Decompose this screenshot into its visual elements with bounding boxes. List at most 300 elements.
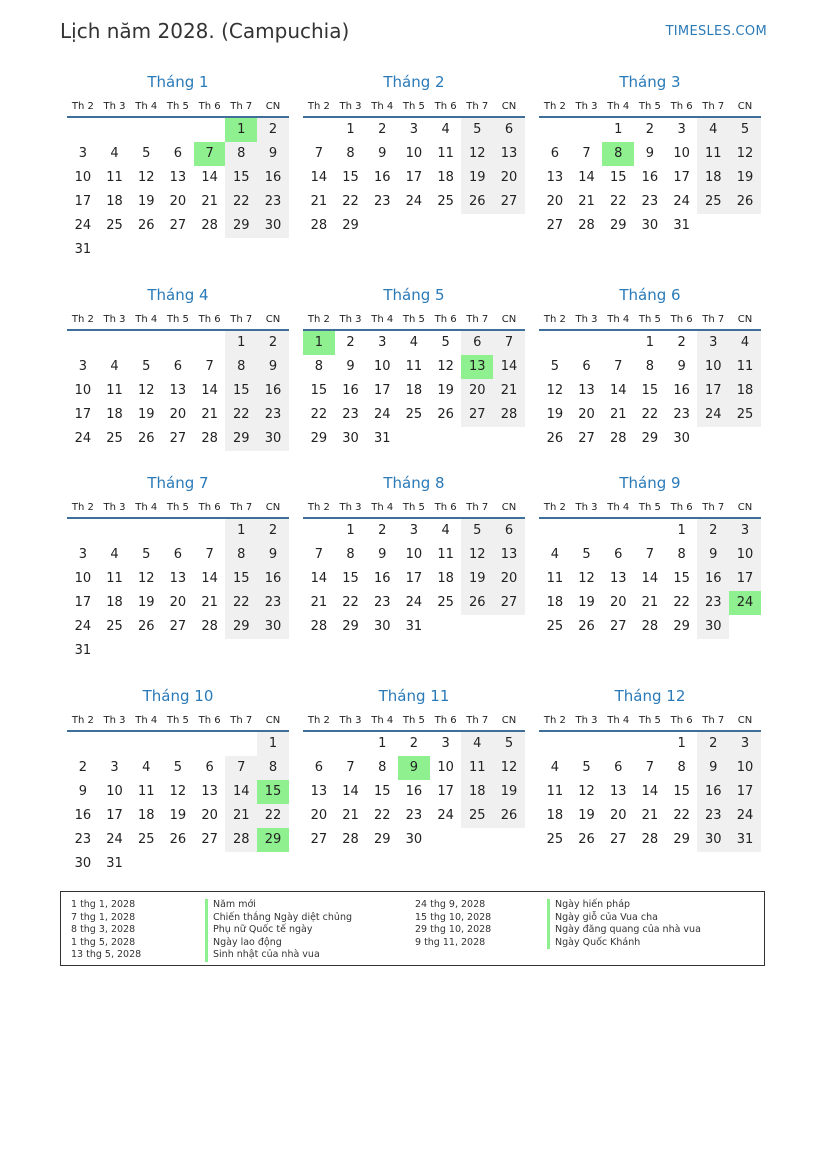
week-row	[67, 756, 289, 780]
day-cell: 22	[609, 194, 627, 209]
week-row	[303, 732, 525, 756]
weekday-header: Th 3	[103, 313, 126, 325]
day-cell: 14	[609, 383, 627, 398]
day-cell: 28	[641, 619, 659, 634]
day-cell: 30	[673, 431, 690, 446]
day-cell: 14	[493, 355, 525, 379]
day-cell: 15	[225, 166, 257, 190]
empty-day-cell	[99, 519, 131, 543]
day-cell: 28	[201, 431, 218, 446]
empty-day-cell	[571, 331, 603, 355]
day-cell: 20	[493, 567, 525, 591]
weekday-header: Th 4	[371, 313, 394, 325]
weekday-header: Th 5	[402, 714, 425, 726]
day-cell: 15	[342, 571, 359, 586]
week-row	[67, 543, 289, 567]
day-cell: 17	[697, 379, 729, 403]
weekday-header: Th 4	[371, 100, 394, 112]
weekday-header: Th 7	[466, 714, 489, 726]
weekday-header: Th 4	[135, 501, 158, 513]
weekday-header: Th 2	[71, 313, 94, 325]
day-cell: 30	[257, 214, 289, 238]
weekday-header: CN	[501, 313, 517, 325]
holiday-legend	[60, 891, 765, 966]
day-cell: 13	[493, 142, 525, 166]
day-cell: 6	[173, 359, 183, 374]
day-cell: 27	[609, 832, 627, 847]
day-cell: 29	[257, 828, 289, 852]
week-row	[539, 567, 761, 591]
day-cell: 8	[602, 142, 634, 166]
day-cell: 17	[74, 194, 92, 209]
day-cell: 30	[373, 619, 391, 634]
weekday-header: Th 5	[166, 100, 189, 112]
day-cell: 21	[201, 407, 218, 422]
day-cell: 27	[461, 403, 493, 427]
empty-day-cell	[697, 427, 729, 451]
day-cell: 1	[257, 732, 289, 756]
site-link[interactable]: TIMESLES.COM	[665, 24, 767, 39]
empty-day-cell	[539, 331, 571, 355]
month-block	[303, 285, 525, 451]
day-cell: 14	[225, 780, 257, 804]
day-cell: 25	[106, 619, 123, 634]
day-cell: 29	[225, 427, 257, 451]
day-cell: 25	[106, 218, 123, 233]
empty-day-cell	[257, 639, 289, 663]
weekday-header-row	[67, 96, 289, 118]
weekday-header: CN	[265, 313, 281, 325]
week-row	[303, 355, 525, 379]
month-title: Tháng 9	[619, 474, 681, 492]
day-cell: 12	[578, 571, 595, 586]
day-cell: 13	[310, 784, 328, 799]
day-cell: 5	[493, 732, 525, 756]
day-cell: 27	[310, 832, 328, 847]
day-cell: 28	[641, 832, 659, 847]
weekday-header-row	[539, 710, 761, 732]
day-cell: 30	[257, 615, 289, 639]
month-block	[67, 72, 289, 262]
day-cell: 17	[729, 780, 761, 804]
weekday-header: Th 5	[166, 714, 189, 726]
day-cell: 23	[74, 832, 92, 847]
day-cell: 29	[225, 214, 257, 238]
day-cell: 4	[441, 122, 450, 137]
day-cell: 20	[201, 808, 218, 823]
day-cell: 24	[729, 591, 761, 615]
legend-right-names	[547, 899, 701, 949]
empty-day-cell	[67, 519, 99, 543]
weekday-header: Th 2	[71, 714, 94, 726]
weekday-header-row	[67, 309, 289, 331]
day-cell: 18	[106, 407, 123, 422]
day-cell: 20	[578, 407, 595, 422]
week-row	[303, 519, 525, 543]
weekday-header-row	[303, 96, 525, 118]
weekday-header: Th 2	[543, 714, 566, 726]
day-cell: 30	[342, 431, 359, 446]
day-cell: 1	[614, 122, 623, 137]
day-cell: 30	[257, 427, 289, 451]
day-cell: 4	[550, 760, 559, 775]
legend-left-names	[205, 899, 352, 962]
day-cell: 28	[609, 431, 627, 446]
month-title: Tháng 5	[383, 286, 445, 304]
day-cell: 12	[169, 784, 187, 799]
day-cell: 20	[310, 808, 328, 823]
weekday-header: CN	[501, 501, 517, 513]
day-cell: 27	[493, 591, 525, 615]
weekday-header: Th 7	[702, 313, 725, 325]
empty-day-cell	[194, 118, 226, 142]
empty-day-cell	[257, 238, 289, 262]
empty-day-cell	[634, 519, 666, 543]
day-cell: 16	[697, 567, 729, 591]
day-cell: 9	[257, 543, 289, 567]
day-cell: 16	[257, 379, 289, 403]
day-cell: 26	[546, 431, 564, 446]
legend-left-dates	[71, 899, 141, 962]
week-row	[303, 118, 525, 142]
day-cell: 10	[729, 756, 761, 780]
day-cell: 14	[201, 571, 218, 586]
month-block	[539, 473, 761, 639]
day-cell: 27	[169, 431, 187, 446]
day-cell: 29	[225, 615, 257, 639]
day-cell: 25	[106, 431, 123, 446]
day-cell: 12	[729, 142, 761, 166]
day-cell: 3	[729, 732, 761, 756]
weekday-header: Th 6	[198, 714, 221, 726]
weekday-header: Th 4	[135, 313, 158, 325]
empty-day-cell	[493, 615, 525, 639]
empty-day-cell	[67, 732, 99, 756]
day-cell: 2	[677, 335, 686, 350]
day-cell: 15	[673, 571, 690, 586]
weekday-header: Th 6	[670, 100, 693, 112]
week-row	[539, 543, 761, 567]
day-cell: 29	[673, 832, 690, 847]
week-row	[539, 732, 761, 756]
day-cell: 1	[346, 523, 355, 538]
day-cell: 29	[673, 619, 690, 634]
legend-date: 8 thg 3, 2028	[71, 924, 136, 935]
week-row	[539, 756, 761, 780]
weekday-header: Th 3	[575, 714, 598, 726]
empty-day-cell	[493, 214, 525, 238]
empty-day-cell	[729, 427, 761, 451]
empty-day-cell	[130, 852, 162, 876]
empty-day-cell	[194, 639, 226, 663]
day-cell: 11	[546, 784, 564, 799]
day-cell: 29	[342, 218, 359, 233]
week-row	[67, 591, 289, 615]
empty-day-cell	[67, 118, 99, 142]
week-row	[539, 190, 761, 214]
week-row	[67, 118, 289, 142]
day-cell: 23	[373, 595, 391, 610]
empty-day-cell	[430, 828, 462, 852]
day-cell: 7	[194, 142, 226, 166]
week-row	[303, 591, 525, 615]
day-cell: 22	[225, 190, 257, 214]
month-block	[303, 72, 525, 238]
empty-day-cell	[225, 732, 257, 756]
day-cell: 15	[257, 780, 289, 804]
day-cell: 22	[342, 595, 359, 610]
day-cell: 27	[169, 218, 187, 233]
legend-date: 7 thg 1, 2028	[71, 911, 136, 923]
day-cell: 10	[74, 571, 92, 586]
day-cell: 4	[550, 547, 559, 562]
day-cell: 2	[257, 331, 289, 355]
month-block	[539, 72, 761, 238]
day-cell: 18	[697, 166, 729, 190]
day-cell: 7	[614, 359, 623, 374]
day-cell: 21	[310, 595, 328, 610]
empty-day-cell	[461, 615, 493, 639]
day-cell: 24	[373, 407, 391, 422]
day-cell: 22	[225, 591, 257, 615]
day-cell: 23	[373, 194, 391, 209]
empty-day-cell	[257, 852, 289, 876]
day-cell: 21	[641, 595, 659, 610]
day-cell: 15	[373, 784, 391, 799]
day-cell: 1	[346, 122, 355, 137]
day-cell: 16	[405, 784, 423, 799]
week-row	[539, 427, 761, 451]
day-cell: 4	[409, 335, 419, 350]
day-cell: 11	[546, 571, 564, 586]
day-cell: 10	[74, 383, 92, 398]
week-row	[67, 804, 289, 828]
weekday-header: Th 4	[607, 313, 630, 325]
month-block	[67, 285, 289, 451]
week-row	[539, 828, 761, 852]
empty-day-cell	[539, 732, 571, 756]
day-cell: 17	[405, 571, 423, 586]
day-cell: 3	[441, 736, 450, 751]
day-cell: 23	[697, 804, 729, 828]
day-cell: 28	[493, 403, 525, 427]
day-cell: 19	[169, 808, 187, 823]
day-cell: 28	[201, 218, 218, 233]
day-cell: 24	[106, 832, 123, 847]
day-cell: 28	[225, 828, 257, 852]
day-cell: 17	[74, 595, 92, 610]
day-cell: 7	[645, 760, 655, 775]
day-cell: 7	[493, 331, 525, 355]
weekday-header: Th 5	[402, 501, 425, 513]
day-cell: 25	[729, 403, 761, 427]
day-cell: 16	[373, 170, 391, 185]
day-cell: 29	[373, 832, 391, 847]
day-cell: 24	[74, 218, 92, 233]
day-cell: 25	[546, 619, 564, 634]
day-cell: 11	[106, 571, 123, 586]
empty-day-cell	[430, 427, 462, 451]
weekday-header: Th 3	[339, 100, 362, 112]
day-cell: 21	[493, 379, 525, 403]
day-cell: 4	[697, 118, 729, 142]
weekday-header: CN	[265, 714, 281, 726]
day-cell: 5	[550, 359, 559, 374]
empty-day-cell	[335, 732, 367, 756]
day-cell: 12	[137, 571, 155, 586]
weekday-header: Th 6	[434, 501, 457, 513]
day-cell: 31	[373, 431, 391, 446]
day-cell: 18	[106, 194, 123, 209]
weekday-header: Th 5	[638, 714, 661, 726]
day-cell: 1	[378, 736, 387, 751]
day-cell: 16	[697, 780, 729, 804]
week-row	[67, 427, 289, 451]
day-cell: 21	[578, 194, 595, 209]
day-cell: 22	[310, 407, 328, 422]
weekday-header: Th 7	[230, 100, 253, 112]
day-cell: 18	[546, 595, 564, 610]
day-cell: 8	[225, 142, 257, 166]
weekday-header: Th 4	[607, 501, 630, 513]
day-cell: 20	[169, 595, 187, 610]
day-cell: 18	[729, 379, 761, 403]
weekday-header: Th 6	[434, 313, 457, 325]
day-cell: 3	[409, 122, 419, 137]
day-cell: 11	[697, 142, 729, 166]
weekday-header: Th 3	[339, 714, 362, 726]
day-cell: 1	[677, 736, 686, 751]
weekday-header: Th 3	[103, 100, 126, 112]
day-cell: 6	[173, 547, 183, 562]
empty-day-cell	[398, 427, 430, 451]
day-cell: 12	[546, 383, 564, 398]
day-cell: 19	[461, 166, 493, 190]
day-cell: 6	[173, 146, 183, 161]
day-cell: 23	[342, 407, 359, 422]
day-cell: 18	[546, 808, 564, 823]
day-cell: 16	[257, 567, 289, 591]
empty-day-cell	[67, 331, 99, 355]
day-cell: 2	[409, 736, 419, 751]
weekday-header: CN	[265, 501, 281, 513]
weekday-header: Th 3	[575, 313, 598, 325]
week-row	[539, 379, 761, 403]
day-cell: 26	[578, 619, 595, 634]
day-cell: 8	[225, 543, 257, 567]
day-cell: 29	[641, 431, 659, 446]
day-cell: 8	[257, 756, 289, 780]
week-row	[539, 142, 761, 166]
day-cell: 12	[137, 383, 155, 398]
day-cell: 6	[614, 547, 623, 562]
day-cell: 3	[78, 359, 87, 374]
day-cell: 13	[169, 170, 187, 185]
day-cell: 3	[378, 335, 387, 350]
month-block	[303, 686, 525, 852]
day-cell: 15	[225, 379, 257, 403]
weekday-header: Th 5	[166, 313, 189, 325]
day-cell: 19	[578, 808, 595, 823]
day-cell: 5	[142, 547, 151, 562]
week-row	[67, 567, 289, 591]
day-cell: 30	[74, 856, 92, 871]
day-cell: 4	[110, 146, 119, 161]
month-title: Tháng 4	[147, 286, 209, 304]
legend-holiday-name: Ngày giỗ của Vua cha	[547, 912, 701, 925]
day-cell: 17	[673, 170, 690, 185]
week-row	[67, 331, 289, 355]
weekday-header-row	[539, 96, 761, 118]
day-cell: 10	[437, 760, 454, 775]
empty-day-cell	[99, 118, 131, 142]
day-cell: 4	[142, 760, 151, 775]
day-cell: 2	[257, 519, 289, 543]
day-cell: 27	[169, 619, 187, 634]
day-cell: 31	[106, 856, 123, 871]
week-row	[67, 639, 289, 663]
day-cell: 25	[437, 595, 454, 610]
day-cell: 8	[314, 359, 323, 374]
day-cell: 8	[677, 547, 686, 562]
legend-holiday-name: Ngày hiến pháp	[547, 899, 701, 912]
day-cell: 21	[201, 194, 218, 209]
week-row	[303, 756, 525, 780]
weekday-header: Th 2	[71, 100, 94, 112]
day-cell: 13	[461, 355, 493, 379]
day-cell: 29	[609, 218, 627, 233]
legend-holiday-name: Năm mới	[205, 899, 352, 912]
day-cell: 20	[609, 595, 627, 610]
day-cell: 1	[225, 118, 257, 142]
weekday-header: Th 2	[543, 501, 566, 513]
day-cell: 27	[546, 218, 564, 233]
day-cell: 26	[729, 190, 761, 214]
day-cell: 28	[578, 218, 595, 233]
weekday-header: CN	[737, 714, 753, 726]
day-cell: 13	[578, 383, 595, 398]
empty-day-cell	[602, 331, 634, 355]
week-row	[303, 166, 525, 190]
week-row	[303, 804, 525, 828]
day-cell: 3	[677, 122, 686, 137]
weekday-header-row	[67, 497, 289, 519]
weekday-header: Th 6	[670, 501, 693, 513]
empty-day-cell	[225, 639, 257, 663]
day-cell: 20	[493, 166, 525, 190]
day-cell: 13	[546, 170, 564, 185]
day-cell: 26	[137, 218, 155, 233]
weekday-header: Th 4	[371, 501, 394, 513]
week-row	[67, 403, 289, 427]
legend-holiday-name: Sinh nhật của nhà vua	[205, 949, 352, 962]
legend-date: 1 thg 5, 2028	[71, 936, 136, 948]
day-cell: 7	[645, 547, 655, 562]
day-cell: 7	[225, 756, 257, 780]
day-cell: 5	[173, 760, 183, 775]
empty-day-cell	[602, 519, 634, 543]
weekday-header: CN	[737, 313, 753, 325]
day-cell: 15	[310, 383, 328, 398]
month-title: Tháng 6	[619, 286, 681, 304]
week-row	[303, 427, 525, 451]
weekday-header: Th 4	[135, 714, 158, 726]
day-cell: 25	[546, 832, 564, 847]
day-cell: 18	[405, 383, 423, 398]
day-cell: 17	[74, 407, 92, 422]
empty-day-cell	[602, 732, 634, 756]
day-cell: 19	[546, 407, 564, 422]
